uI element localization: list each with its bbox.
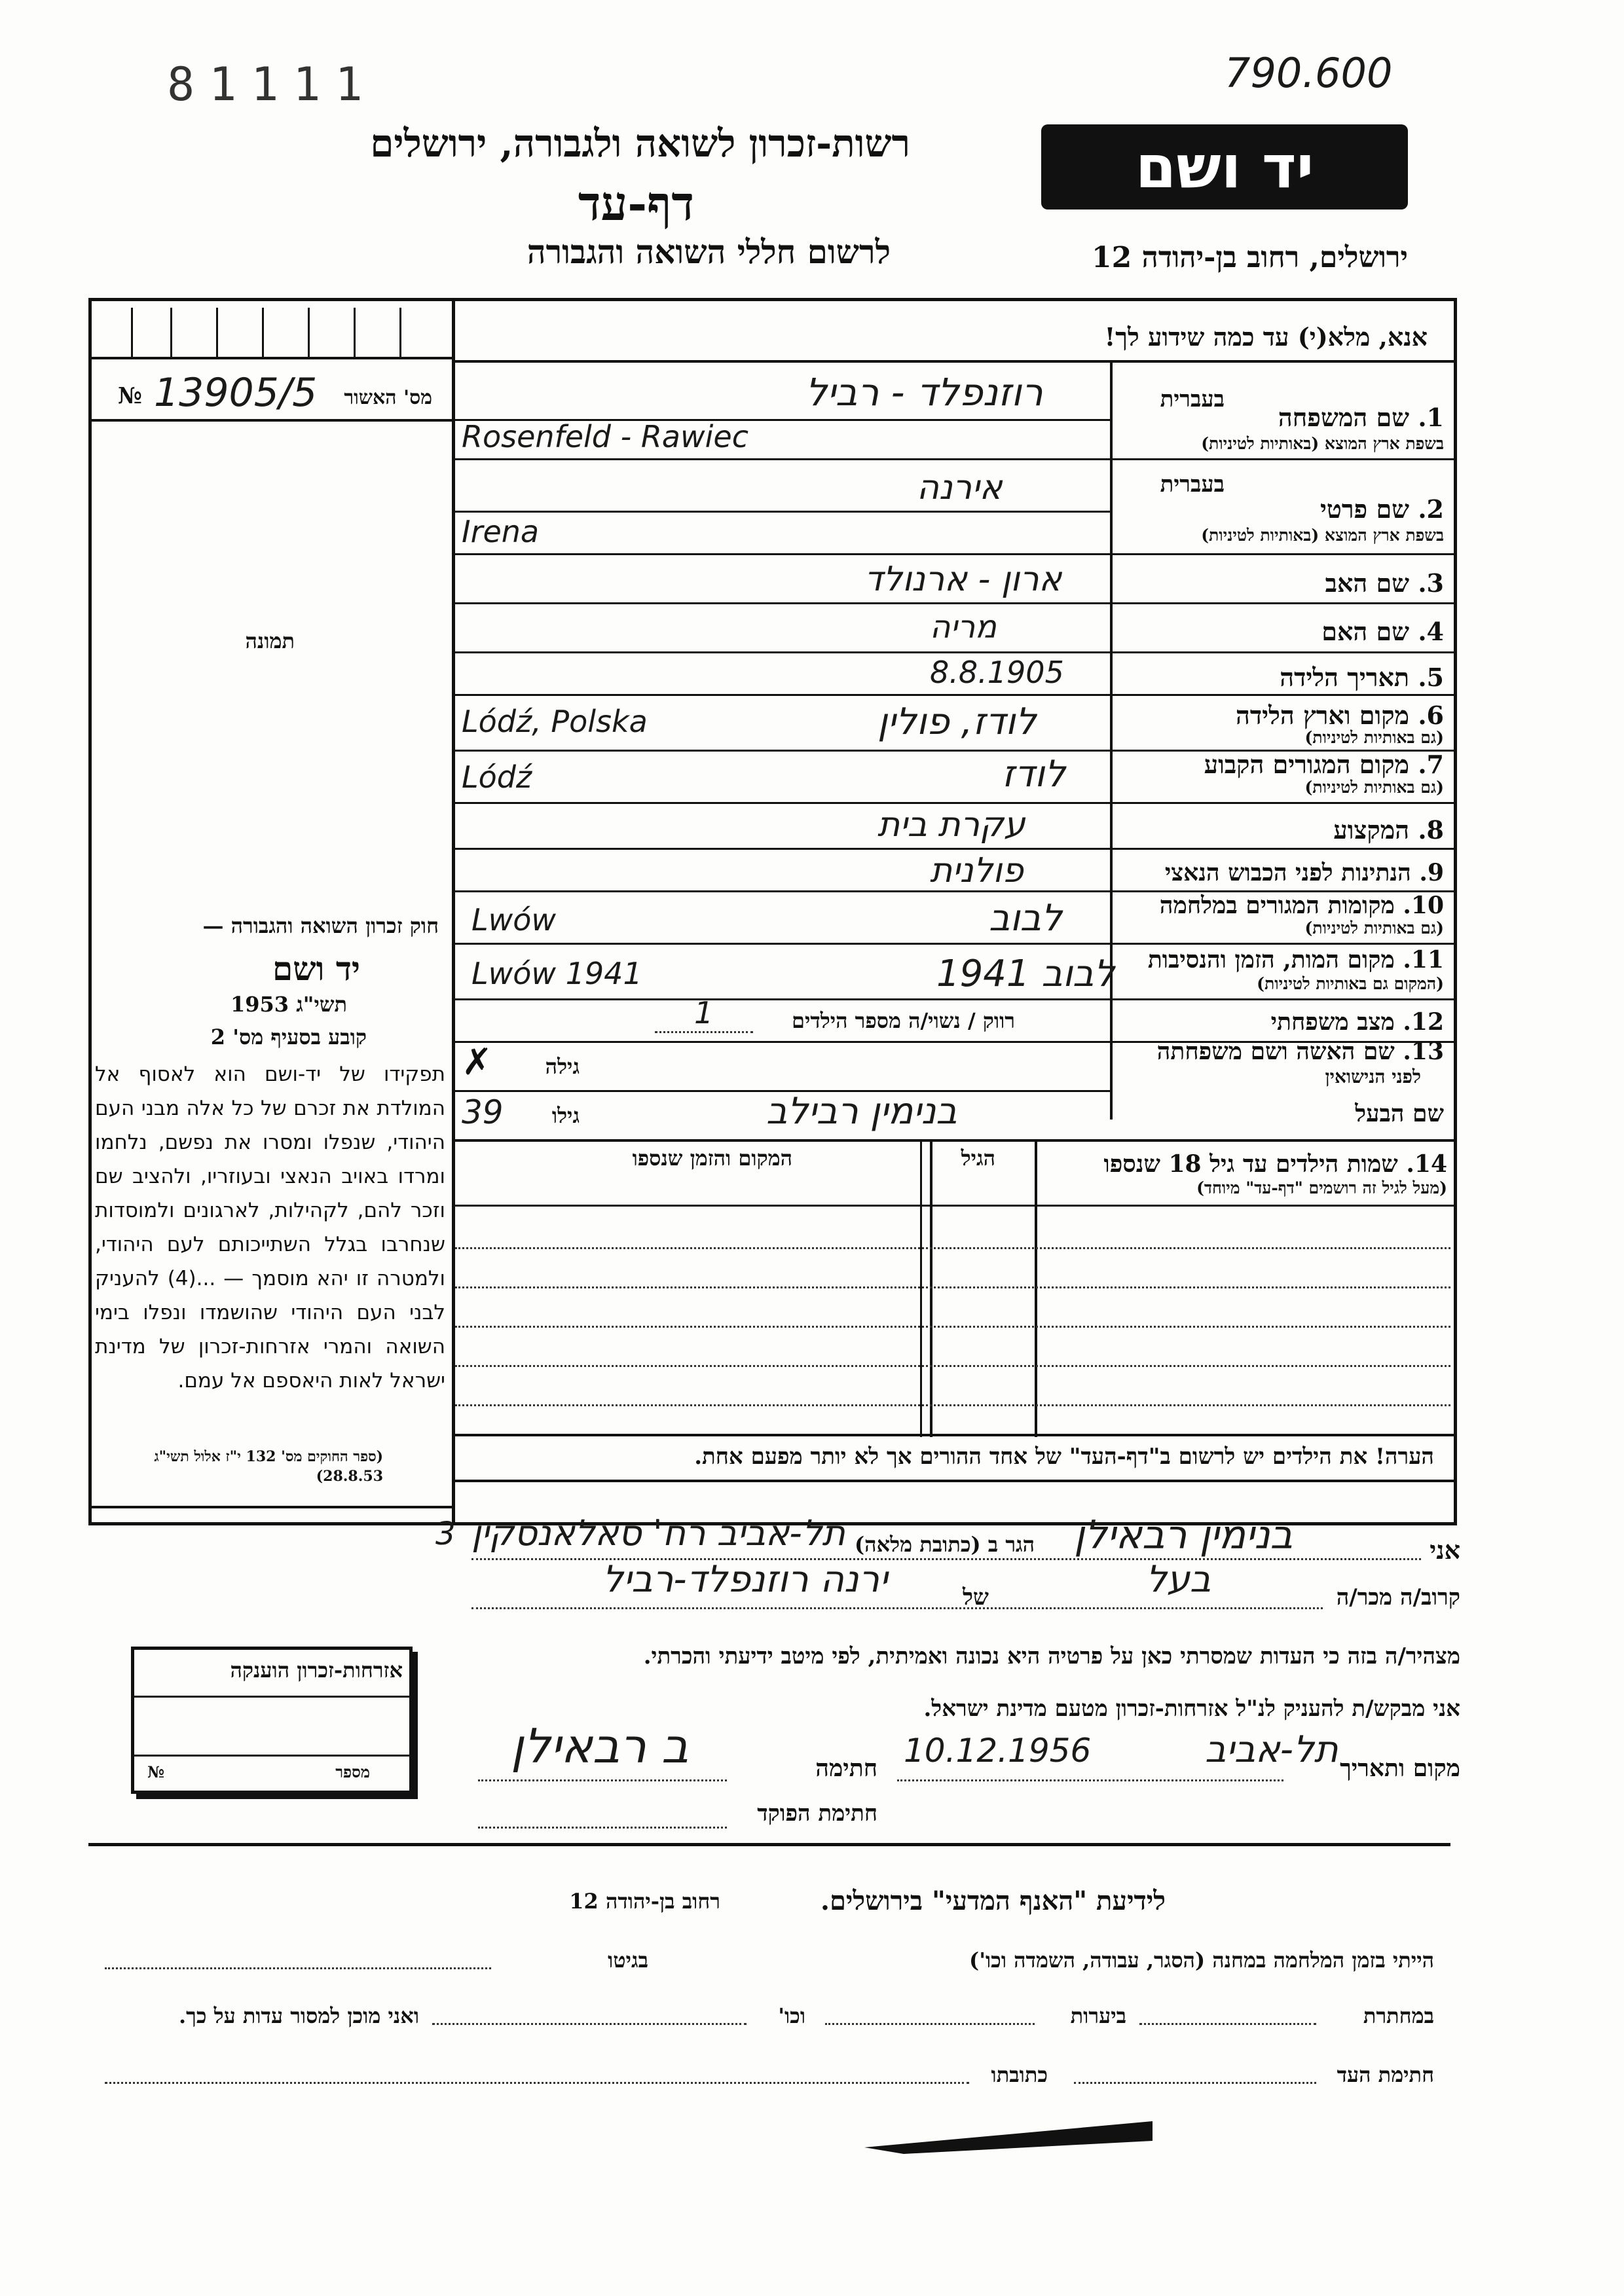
field-8-label xyxy=(1333,815,1444,845)
children-num: 14. xyxy=(1406,1150,1447,1178)
relation-value: בעל xyxy=(1146,1558,1211,1601)
field-11-num: 11. xyxy=(1403,946,1444,974)
field-7-num: 7. xyxy=(1418,750,1444,779)
declaration-i-label: אני xyxy=(1430,1535,1460,1565)
children-col-place: המקום והזמן שנספו xyxy=(632,1146,792,1171)
field-7-name: מקום המגורים הקבוע xyxy=(1204,750,1410,779)
footer-line1: הייתי בזמן המלחמה במחנה (הסגר, עבודה, השמדה וכו') xyxy=(969,1948,1434,1973)
footer-title-text: לידיעת "האנף המדעי" בירושלים. xyxy=(821,1886,1166,1916)
place-date-label: מקום ותאריך xyxy=(1340,1755,1460,1782)
field-13-num: 13. xyxy=(1403,1038,1444,1065)
husband-age-label: גילו xyxy=(551,1103,580,1128)
field-5-label xyxy=(1280,663,1444,693)
field-5-num: 5. xyxy=(1418,663,1444,692)
field-11-label xyxy=(1148,946,1444,974)
field-11-name: מקום המות, הזמן והנסיבות xyxy=(1147,946,1395,974)
law-text: תפקידו של יד-ושם הוא לאסוף אל המולדת את זכרם של כל אלה מבני העם היהודי, שנפלו ומסרו את נפשם, נלחמו ומרדו באויב הנאצי ובעוזריו, ולהציב שם וזכר להם, לקהילות, לארגונים ולמוסדות שנחרבו בגלל השתייכותם לעם היהודי, ולמטרה זו יהא מוסמך — ...(4) להעניק לבני העם היהודי שהושמדו ונפלו בימי השואה והמרי אזרחות-זכרון של מדינת ישראל לאות היאספם אל עמם. xyxy=(95,1063,445,1393)
field-4-name: שם האם xyxy=(1321,617,1410,646)
footer-ghetto: בגיטו xyxy=(608,1948,648,1973)
field-7-value-hebrew: לודז xyxy=(1002,753,1066,795)
citizenship-box xyxy=(131,1647,413,1794)
footer-address: רחוב בן-יהודה 12 xyxy=(569,1889,720,1914)
field-3-value: ארון - ארנולד xyxy=(864,560,1062,599)
field-6-label xyxy=(1236,701,1444,731)
children-note: הערה! את הילדים יש לרשום ב"דף-העד" של אחד ההורים אך לא יותר מפעם אחת. xyxy=(694,1444,1434,1470)
of-name: ירנה רוזנפלד-רביל xyxy=(602,1558,888,1601)
field-1-value-hebrew: רוזנפלד - רביל xyxy=(805,370,1043,414)
citizenship-title: אזרחות-זכרון הוענקה xyxy=(230,1658,403,1683)
field-8-name: המקצוע xyxy=(1333,815,1410,845)
officer-label: חתימת הפוקד xyxy=(757,1800,877,1827)
citizenship-number-prefix: № xyxy=(147,1762,165,1781)
footer-witness-sign: חתימת העד xyxy=(1337,2062,1434,2087)
field-8-num: 8. xyxy=(1418,815,1444,845)
hebrew-label-1: בעברית xyxy=(1160,386,1225,412)
footer-underground: במחתרת xyxy=(1363,2003,1434,2028)
field-2-num: 2. xyxy=(1418,494,1444,524)
law-source: (ספר החוקים מס' 132 י"ז אלול תשי"ג 28.8.53) xyxy=(154,1448,383,1485)
field-5-value: 8.8.1905 xyxy=(930,655,1064,690)
latin-label-1: בשפת ארץ המוצא (באותיות לטיניות) xyxy=(1201,434,1444,453)
field-10-value-hebrew: לבוב xyxy=(989,897,1062,939)
declarant-address: תל-אביב רח' סאלאנסקין xyxy=(471,1512,845,1554)
field-12-num: 12. xyxy=(1403,1008,1444,1036)
declarant-name: בנימין רבאילן xyxy=(1074,1512,1293,1558)
declaration-place: תל-אביב xyxy=(1205,1728,1338,1771)
field-3-num: 3. xyxy=(1418,568,1444,598)
approval-label: מס' האשור xyxy=(344,386,432,409)
field-1-label xyxy=(1278,403,1444,433)
footer-forests: ביערות xyxy=(1070,2003,1126,2028)
field-6-value-hebrew: לודז, פולין xyxy=(877,701,1037,743)
law-name: יד ושם xyxy=(272,949,360,988)
field-3-label xyxy=(1325,568,1444,598)
field-2-label xyxy=(1320,494,1444,524)
declaration-date: 10.12.1956 xyxy=(904,1732,1092,1770)
wife-age-label: גילה xyxy=(545,1054,580,1079)
field-10-name: מקומות המגורים במלחמה xyxy=(1159,892,1395,919)
children-col-age: הגיל xyxy=(961,1146,995,1171)
field-1-value-latin: Rosenfeld - Rawiec xyxy=(462,419,748,454)
field-10-num: 10. xyxy=(1403,892,1444,919)
field-8-value: עקרת בית xyxy=(877,805,1025,845)
field-4-label xyxy=(1321,617,1444,647)
photo-label: תמונה xyxy=(245,629,295,653)
latin-label-10: (גם באותיות לטיניות) xyxy=(1304,919,1444,938)
header-address: ירושלים, רחוב בן-יהודה 12 xyxy=(1091,241,1408,274)
declarant-signature: ב רבאילן xyxy=(511,1719,689,1774)
latin-label-7: (גם באותיות לטיניות) xyxy=(1304,778,1444,797)
field-12-label xyxy=(1271,1008,1444,1036)
field-9-label xyxy=(1165,859,1444,886)
field-10-label xyxy=(1160,892,1444,919)
yad-vashem-logo xyxy=(1041,124,1408,210)
children-sub: (מעל לגיל זה רושמים "דף-עד" מיוחד) xyxy=(1196,1178,1447,1197)
latin-label-6: (גם באותיות לטיניות) xyxy=(1304,728,1444,747)
field-6-num: 6. xyxy=(1418,701,1444,730)
footer-ready: ואני מוכן למסור עדות על כך. xyxy=(178,2003,419,2028)
children-title: שמות הילדים עד גיל 18 שנספו xyxy=(1103,1150,1398,1178)
husband-age: 39 xyxy=(462,1093,504,1131)
law-clause: קובע בסעיף מס' 2 xyxy=(210,1025,367,1049)
field-10-value-latin: Lwów xyxy=(471,902,557,938)
field-3-name: שם האב xyxy=(1325,568,1410,598)
field-6-value-latin: Lódź, Polska xyxy=(462,704,648,739)
declaration-statement: מצהיר/ה בזה כי העדות שמסרתי כאן על פרטיה היא נכונה ואמיתית, לפי מיטב ידיעתי והכרתי. xyxy=(643,1643,1460,1669)
field-11-value-latin: Lwów 1941 xyxy=(471,956,642,991)
field-5-name: תאריך הלידה xyxy=(1280,663,1410,692)
relation-label: קרוב/ה מכר/ה xyxy=(1336,1584,1460,1611)
field-1-num: 1. xyxy=(1418,403,1444,432)
field-4-num: 4. xyxy=(1418,617,1444,646)
children-label xyxy=(1104,1150,1448,1178)
field-7-value-latin: Lódź xyxy=(462,759,532,795)
declaration-request: אני מבקש/ת להעניק לנ"ל אזרחות-זכרון מטעם מדינת ישראל. xyxy=(923,1696,1460,1722)
law-title: חוק זכרון השואה והגבורה — xyxy=(202,913,439,938)
approval-number: 13905/5 xyxy=(154,370,318,416)
field-6-name: מקום וארץ הלידה xyxy=(1236,701,1410,730)
footer-address-label: כתובתו xyxy=(991,2062,1048,2087)
field-1-name: שם המשפחה xyxy=(1278,403,1410,432)
field-11-value-hebrew: לבוב 1941 xyxy=(936,953,1115,995)
hebrew-label-2: בעברית xyxy=(1160,471,1225,498)
resident-label: הגר ב (כתובת מלאה) xyxy=(855,1532,1035,1557)
field-11-sub: (המקום גם באותיות לטיניות) xyxy=(1257,974,1444,993)
footer-etc: וכו' xyxy=(778,2003,805,2028)
field-9-num: 9. xyxy=(1419,859,1444,886)
declarant-address-cont: 3 xyxy=(435,1516,456,1552)
footer-title xyxy=(821,1886,1166,1916)
field-13-name: שם האשה ושם משפחתה xyxy=(1156,1038,1395,1065)
field-2-value-latin: Irena xyxy=(462,514,540,549)
logo-text: יד ושם xyxy=(1135,132,1314,202)
approval-no-prefix: № xyxy=(118,383,142,409)
field-4-value: מריה xyxy=(930,609,997,646)
handwritten-number: 790.600 xyxy=(1225,49,1393,97)
field-9-value: פולנית xyxy=(930,851,1024,890)
field-13-sub: לפני הנישואין xyxy=(1325,1066,1421,1087)
husband-name: בנימין רבילב xyxy=(766,1090,957,1133)
archive-number: 81111 xyxy=(167,58,377,111)
form-title: דף-עד xyxy=(578,175,694,231)
scan-shadow xyxy=(864,2121,1153,2154)
field-12-value: רווק / נשוי/ה מספר הילדים xyxy=(791,1008,1015,1033)
field-2-value-hebrew: אירנה xyxy=(917,468,1003,507)
children-count: 1 xyxy=(694,995,714,1030)
signature-label: חתימה xyxy=(815,1755,877,1782)
citizenship-number-label: מספר xyxy=(335,1762,370,1781)
field-7-label xyxy=(1204,750,1444,780)
latin-label-2: בשפת ארץ המוצא (באותיות לטיניות) xyxy=(1201,526,1444,545)
wife-strike-mark: ✗ xyxy=(462,1041,492,1084)
of-label: של xyxy=(963,1584,989,1611)
law-year: תשי"ג 1953 xyxy=(231,992,347,1017)
form-subtitle: לרשום חללי השואה והגבורה xyxy=(526,232,891,271)
field-2-name: שם פרטי xyxy=(1320,494,1410,524)
form-intro: אנא, מלא(י) עד כמה שידוע לך! xyxy=(1104,322,1428,352)
authority-name: רשות-זכרון לשואה ולגבורה, ירושלים xyxy=(370,121,910,166)
husband-label: שם הבעל xyxy=(1355,1100,1444,1127)
field-12-name: מצב משפחתי xyxy=(1270,1008,1395,1036)
field-9-name: הנתינות לפני הכבוש הנאצי xyxy=(1164,859,1411,886)
field-13-label xyxy=(1157,1038,1444,1065)
